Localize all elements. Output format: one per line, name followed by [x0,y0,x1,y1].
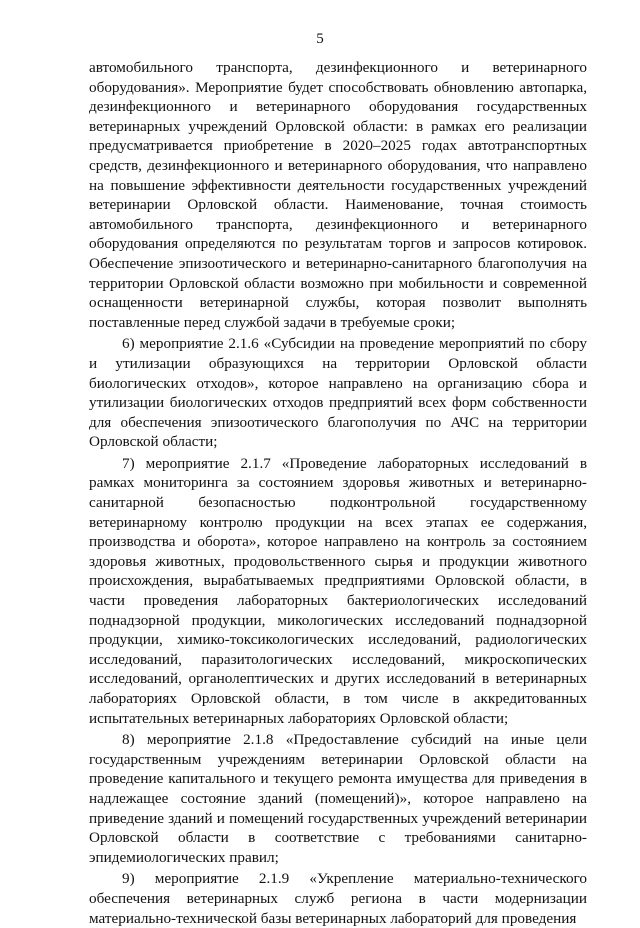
paragraph-measure-2-1-6: 6) мероприятие 2.1.6 «Субсидии на проведение мероприятий по сбору и утилизации образующихся на территории Орловской области биологических отходов», которое направлено на организацию сбора и утилизации биологических отходов предприятий всех форм собственности для обеспечения эпизоотического благополучия по АЧС на территории Орловской области; [89,335,587,451]
paragraph-vehicles-continuation: автомобильного транспорта, дезинфекционного и ветеринарного оборудования». Мероприятие будет способствовать обновлению автопарка, дезинфекционного и ветеринарного оборудования государственных ветеринарных учреждений Орловской области: в рамках его реализации предусматривается приобретение в 2020–2025 годах автотранспортных средств, дезинфекционного и ветеринарного оборудования, что направлено на повышение эффективности деятельности государственных учреждений ветеринарии Орловской области. Наименование, точная стоимость автомобильного транспорта, дезинфекционного и ветеринарного оборудования определяются по результатам торгов и запросов котировок. Обеспечение эпизоотического и ветеринарно-санитарного благополучия на территории Орловской области возможно при мобильности и современной оснащенности ветеринарной службы, которая позволит выполнять поставленные перед службой задачи в требуемые сроки; [89,59,587,331]
paragraph-measure-2-1-7: 7) мероприятие 2.1.7 «Проведение лабораторных исследований в рамках мониторинга за состоянием здоровья животных и ветеринарно-санитарной безопасностью подконтрольной государственному ветеринарному контролю продукции на всех этапах ее содержания, производства и оборота», которое направлено на контроль за состоянием здоровья животных, продовольственного сырья и продукции животного происхождения, вырабатываемых предприятиями Орловской области, в части проведения лабораторных бактериологических исследований поднадзорной продукции, микологических исследований поднадзорной продукции, химико-токсикологических исследований, радиологических исследований, паразитологических исследований, микроскопических исследований, органолептических и других исследований в ветеринарных лабораториях Орловской области, в том числе в аккредитованных испытательных ветеринарных лабораториях Орловской области; [89,454,587,727]
document-body [89,58,587,928]
paragraph-measure-2-1-8: 8) мероприятие 2.1.8 «Предоставление субсидий на иные цели государственным учреждениям ветеринарии Орловской области на проведение капитального и текущего ремонта имущества для приведения в надлежащее состояние зданий (помещений)», которое направлено на приведение зданий и помещений государственных учреждений ветеринарии Орловской области в соответствие с требованиями санитарно-эпидемиологических правил; [89,731,587,866]
paragraph-measure-2-1-9: 9) мероприятие 2.1.9 «Укрепление материально-технического обеспечения ветеринарных служб региона в части модернизации материально-технической базы ветеринарных лабораторий для проведения [89,870,587,927]
page-number: 5 [316,31,324,47]
